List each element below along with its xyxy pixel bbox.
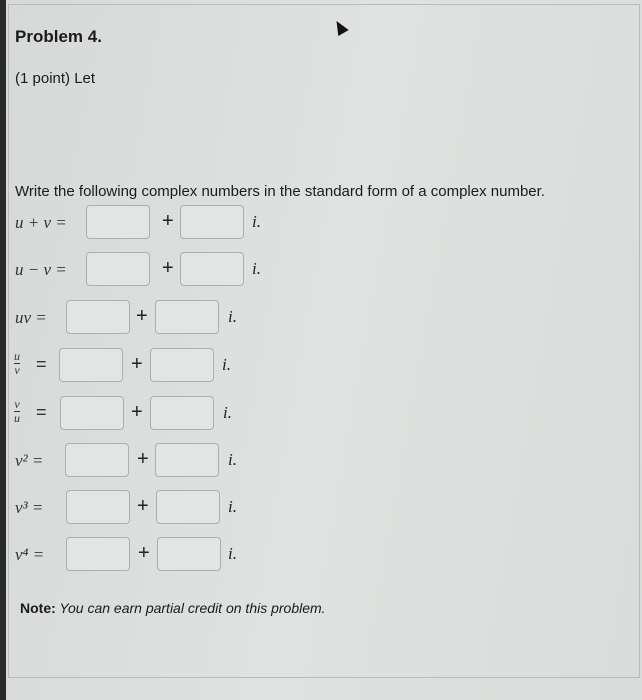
plus-sign: + xyxy=(162,257,174,279)
equals-sign: = xyxy=(36,354,47,374)
real-part-input[interactable] xyxy=(60,396,124,430)
row-label: uv = xyxy=(15,308,47,327)
imaginary-part-input[interactable] xyxy=(155,443,219,477)
answer-row-u-minus-v xyxy=(6,252,406,288)
real-part-input[interactable] xyxy=(66,300,130,334)
answer-row-v-cubed xyxy=(6,490,406,526)
row-label: v⁴ = xyxy=(15,545,45,564)
numerator: u xyxy=(14,349,20,363)
plus-sign: + xyxy=(162,210,174,232)
imaginary-unit: i. xyxy=(228,450,237,469)
imaginary-unit: i. xyxy=(252,212,261,231)
problem-title: Problem 4. xyxy=(15,27,102,46)
real-part-input[interactable] xyxy=(65,443,129,477)
row-label: v³ = xyxy=(15,498,44,517)
real-part-input[interactable] xyxy=(86,252,150,286)
plus-sign: + xyxy=(138,542,150,564)
imaginary-unit: i. xyxy=(228,307,237,326)
imaginary-part-input[interactable] xyxy=(150,396,214,430)
row-label: u − v = xyxy=(15,260,67,279)
denominator: u xyxy=(14,411,20,425)
plus-sign: + xyxy=(137,448,149,470)
imaginary-part-input[interactable] xyxy=(180,205,244,239)
row-label: v² = xyxy=(15,451,44,470)
numerator: v xyxy=(14,397,20,411)
imaginary-part-input[interactable] xyxy=(180,252,244,286)
plus-sign: + xyxy=(136,305,148,327)
imaginary-part-input[interactable] xyxy=(157,537,221,571)
plus-sign: + xyxy=(131,401,143,423)
fraction-label xyxy=(14,398,20,425)
problem-points: (1 point) Let xyxy=(15,70,96,87)
answer-row-uv xyxy=(6,300,406,336)
imaginary-unit: i. xyxy=(252,259,261,278)
problem-page xyxy=(6,0,642,700)
answer-row-u-plus-v xyxy=(6,205,406,241)
denominator: v xyxy=(14,363,20,377)
row-label: u + v = xyxy=(15,213,67,232)
imaginary-part-input[interactable] xyxy=(150,348,214,382)
real-part-input[interactable] xyxy=(66,537,130,571)
partial-credit-note xyxy=(20,600,326,616)
answer-row-u-over-v xyxy=(6,348,406,384)
plus-sign: + xyxy=(131,353,143,375)
answer-row-v-squared xyxy=(6,443,406,479)
imaginary-part-input[interactable] xyxy=(155,300,219,334)
note-text: You can earn partial credit on this problem. xyxy=(55,600,326,616)
real-part-input[interactable] xyxy=(86,205,150,239)
problem-instruction: Write the following complex numbers in the standard form of a complex number. xyxy=(15,183,545,200)
imaginary-unit: i. xyxy=(228,544,237,563)
imaginary-unit: i. xyxy=(223,403,232,422)
answer-row-v-fourth xyxy=(6,537,406,573)
real-part-input[interactable] xyxy=(59,348,123,382)
note-label: Note: xyxy=(20,600,56,616)
imaginary-unit: i. xyxy=(228,497,237,516)
plus-sign: + xyxy=(137,495,149,517)
problem-frame xyxy=(8,4,640,678)
imaginary-part-input[interactable] xyxy=(156,490,220,524)
fraction-label xyxy=(14,350,20,377)
equals-sign: = xyxy=(36,402,47,422)
imaginary-unit: i. xyxy=(222,355,231,374)
real-part-input[interactable] xyxy=(66,490,130,524)
answer-row-v-over-u xyxy=(6,396,406,432)
